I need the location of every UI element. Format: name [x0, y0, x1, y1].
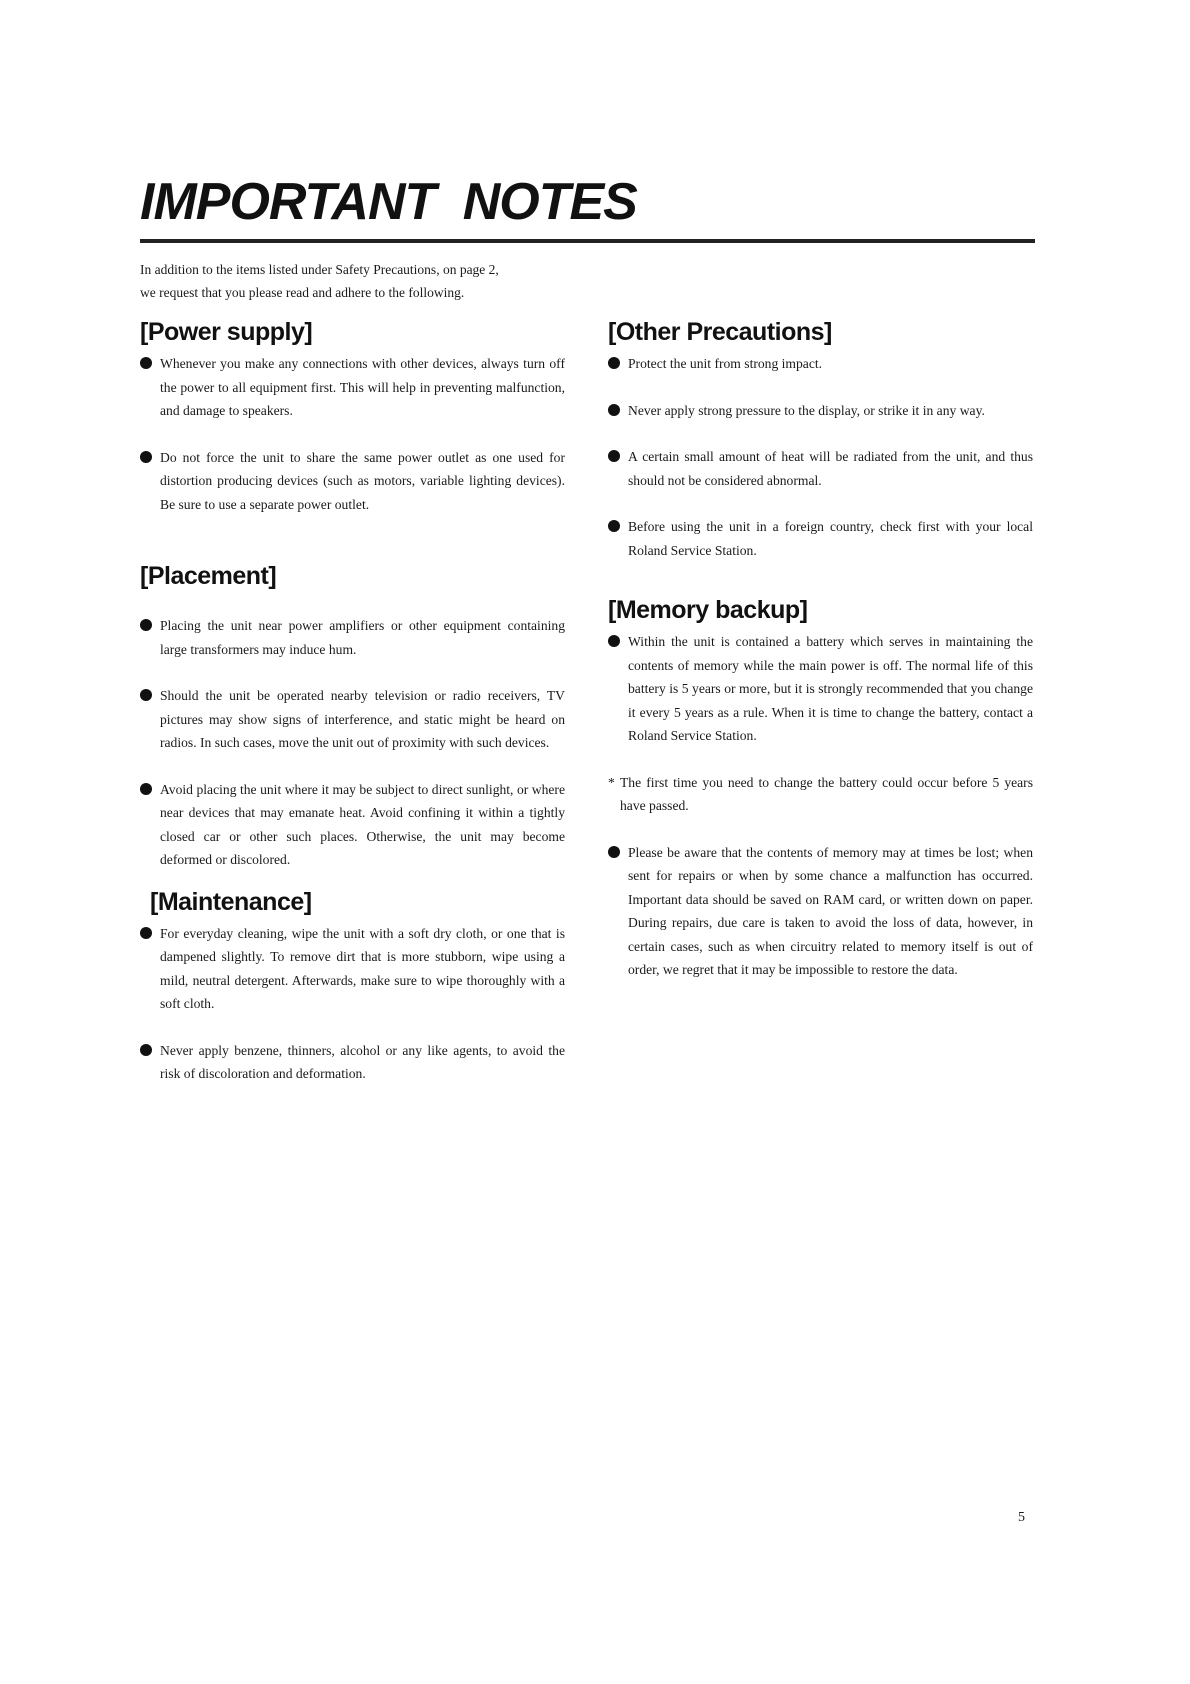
page-title: IMPORTANT NOTES — [140, 173, 637, 231]
bullet-icon — [608, 520, 620, 532]
note-text: Never apply benzene, thinners, alcohol or any like agents, to avoid the risk of discoloration and deformation. — [160, 1042, 565, 1081]
intro-line: In addition to the items listed under Safety Precautions, on page 2, — [140, 262, 499, 277]
section-memory-backup — [608, 594, 1033, 982]
bullet-icon — [140, 619, 152, 631]
note-item — [608, 515, 1033, 562]
note-text: Please be aware that the contents of memory may at times be lost; when sent for repairs or when by some chance a malfunction has occurred. Important data should be saved on RAM card, or written down on paper. During repairs, due care is taken to avoid the loss of data, however, in certain cases, such as when circuitry related to memory itself is out of order, we regret that it may be impossible to restore the data. — [628, 844, 1033, 977]
note-text: Never apply strong pressure to the display, or strike it in any way. — [628, 402, 985, 418]
section-heading: [Memory backup] — [608, 596, 808, 624]
note-text: Whenever you make any connections with other devices, always turn off the power to all equipment first. This will help in preventing malfunction, and damage to speakers. — [160, 356, 565, 418]
bullet-icon — [608, 450, 620, 462]
title-rule — [140, 239, 1035, 243]
bullet-icon — [140, 783, 152, 795]
footnote — [608, 771, 1033, 818]
bullet-icon — [608, 404, 620, 416]
page-number: 5 — [1018, 1510, 1025, 1525]
section-heading: [Placement] — [140, 562, 277, 590]
note-item — [140, 352, 565, 423]
note-text: A certain small amount of heat will be radiated from the unit, and thus should not be considered abnormal. — [628, 449, 1033, 488]
section-power-supply — [140, 316, 565, 516]
note-item — [608, 399, 1033, 423]
footnote-text: The first time you need to change the battery could occur before 5 years have passed. — [620, 774, 1033, 813]
note-text: Should the unit be operated nearby television or radio receivers, TV pictures may show signs of interference, and static might be heard on radios. In such cases, move the unit out of proximity with such devices. — [160, 688, 565, 750]
bullet-icon — [140, 927, 152, 939]
note-text: Before using the unit in a foreign country, check first with your local Roland Service Station. — [628, 519, 1033, 558]
note-item — [608, 352, 1033, 376]
section-heading: [Maintenance] — [150, 887, 312, 916]
intro-text — [140, 258, 600, 304]
bullet-icon — [140, 357, 152, 369]
note-item — [140, 1039, 565, 1086]
section-other-precautions — [608, 316, 1033, 562]
bullet-icon — [608, 357, 620, 369]
bullet-icon — [140, 1044, 152, 1056]
note-item — [140, 614, 565, 661]
note-item — [140, 684, 565, 755]
note-text: Within the unit is contained a battery which serves in maintaining the contents of memory while the main power is off. The normal life of this battery is 5 years or more, but it is strongly recommended that you change it every 5 years as a rule. When it is time to change the battery, contact a Roland Service Station. — [628, 634, 1033, 743]
right-column — [608, 316, 1033, 1005]
left-column — [140, 316, 565, 1109]
note-text: Do not force the unit to share the same power outlet as one used for distortion producing devices (such as motors, variable lighting devices). Be sure to use a separate power outlet. — [160, 449, 565, 512]
intro-line: we request that you please read and adhere to the following. — [140, 285, 465, 300]
note-item — [140, 778, 565, 872]
note-item — [608, 445, 1033, 492]
note-text: Protect the unit from strong impact. — [628, 356, 823, 371]
section-placement — [140, 560, 565, 872]
note-item — [608, 841, 1033, 982]
note-text: For everyday cleaning, wipe the unit with a soft dry cloth, or one that is dampened slightly. To remove dirt that is more stubborn, wipe using a mild, neutral detergent. Afterwards, make sure to wipe thoroughly with a soft cloth. — [160, 925, 565, 1011]
bullet-icon — [608, 635, 620, 647]
section-heading: [Other Precautions] — [608, 318, 832, 346]
asterisk-icon: * — [608, 774, 615, 790]
bullet-icon — [140, 689, 152, 701]
section-heading: [Power supply] — [140, 318, 313, 346]
section-maintenance — [140, 886, 565, 1086]
note-item — [140, 446, 565, 517]
bullet-icon — [140, 451, 152, 463]
bullet-icon — [608, 846, 620, 858]
note-text: Avoid placing the unit where it may be subject to direct sunlight, or where near devices that may emanate heat. Avoid confining it within a tightly closed car or other such places. Otherwise, the unit may become deformed or discolored. — [160, 781, 565, 867]
note-item — [608, 630, 1033, 748]
note-text: Placing the unit near power amplifiers or other equipment containing large transformers may induce hum. — [160, 618, 565, 657]
note-item — [140, 922, 565, 1016]
